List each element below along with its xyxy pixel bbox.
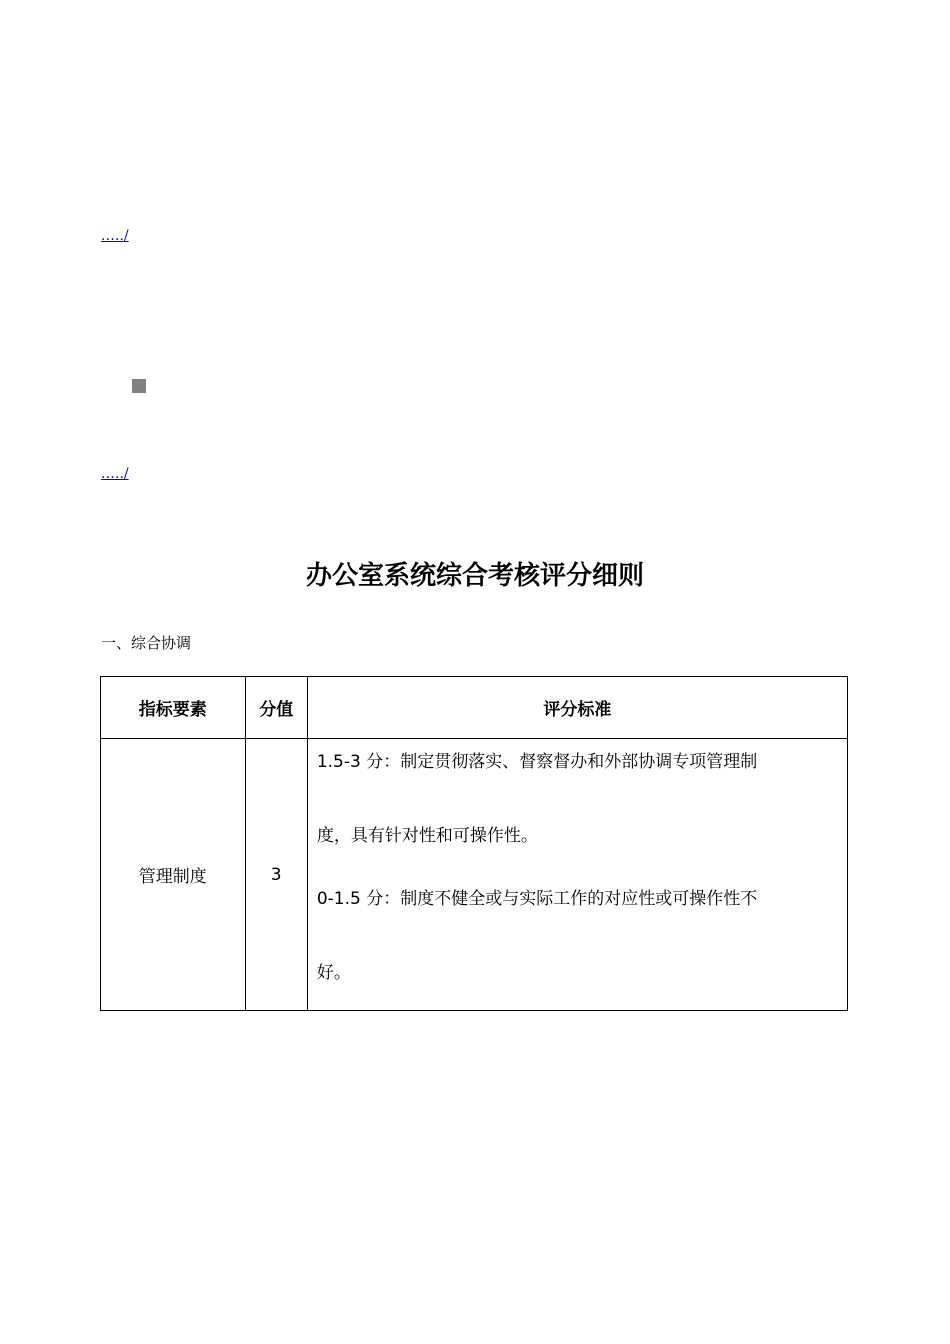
gray-square-icon [132, 379, 146, 393]
document-title: 办公室系统综合考核评分细则 [305, 561, 644, 591]
section-heading: 一、综合协调 [101, 634, 192, 652]
scoring-table [100, 676, 848, 1011]
table-row [101, 739, 848, 1011]
header-scoring-criteria: 评分标准 [307, 677, 847, 739]
page-link-top[interactable]: .…./ [101, 228, 129, 244]
header-indicator-element: 指标要素 [101, 677, 246, 739]
table-header-row [101, 677, 848, 739]
criteria-line: 1.5-3 分：制定贯彻落实、督察督办和外部协调专项管理制 [316, 752, 758, 772]
criteria-line: 0-1.5 分：制度不健全或与实际工作的对应性或可操作性不 [316, 889, 758, 909]
page-link-bottom[interactable]: .…./ [101, 466, 129, 482]
header-score-value: 分值 [245, 677, 307, 739]
criteria-line: 好。 [316, 963, 351, 983]
cell-indicator-element: 管理制度 [101, 739, 246, 1011]
cell-score-value: 3 [245, 739, 307, 1011]
criteria-line: 度，具有针对性和可操作性。 [316, 826, 538, 846]
cell-scoring-criteria [307, 739, 847, 1011]
